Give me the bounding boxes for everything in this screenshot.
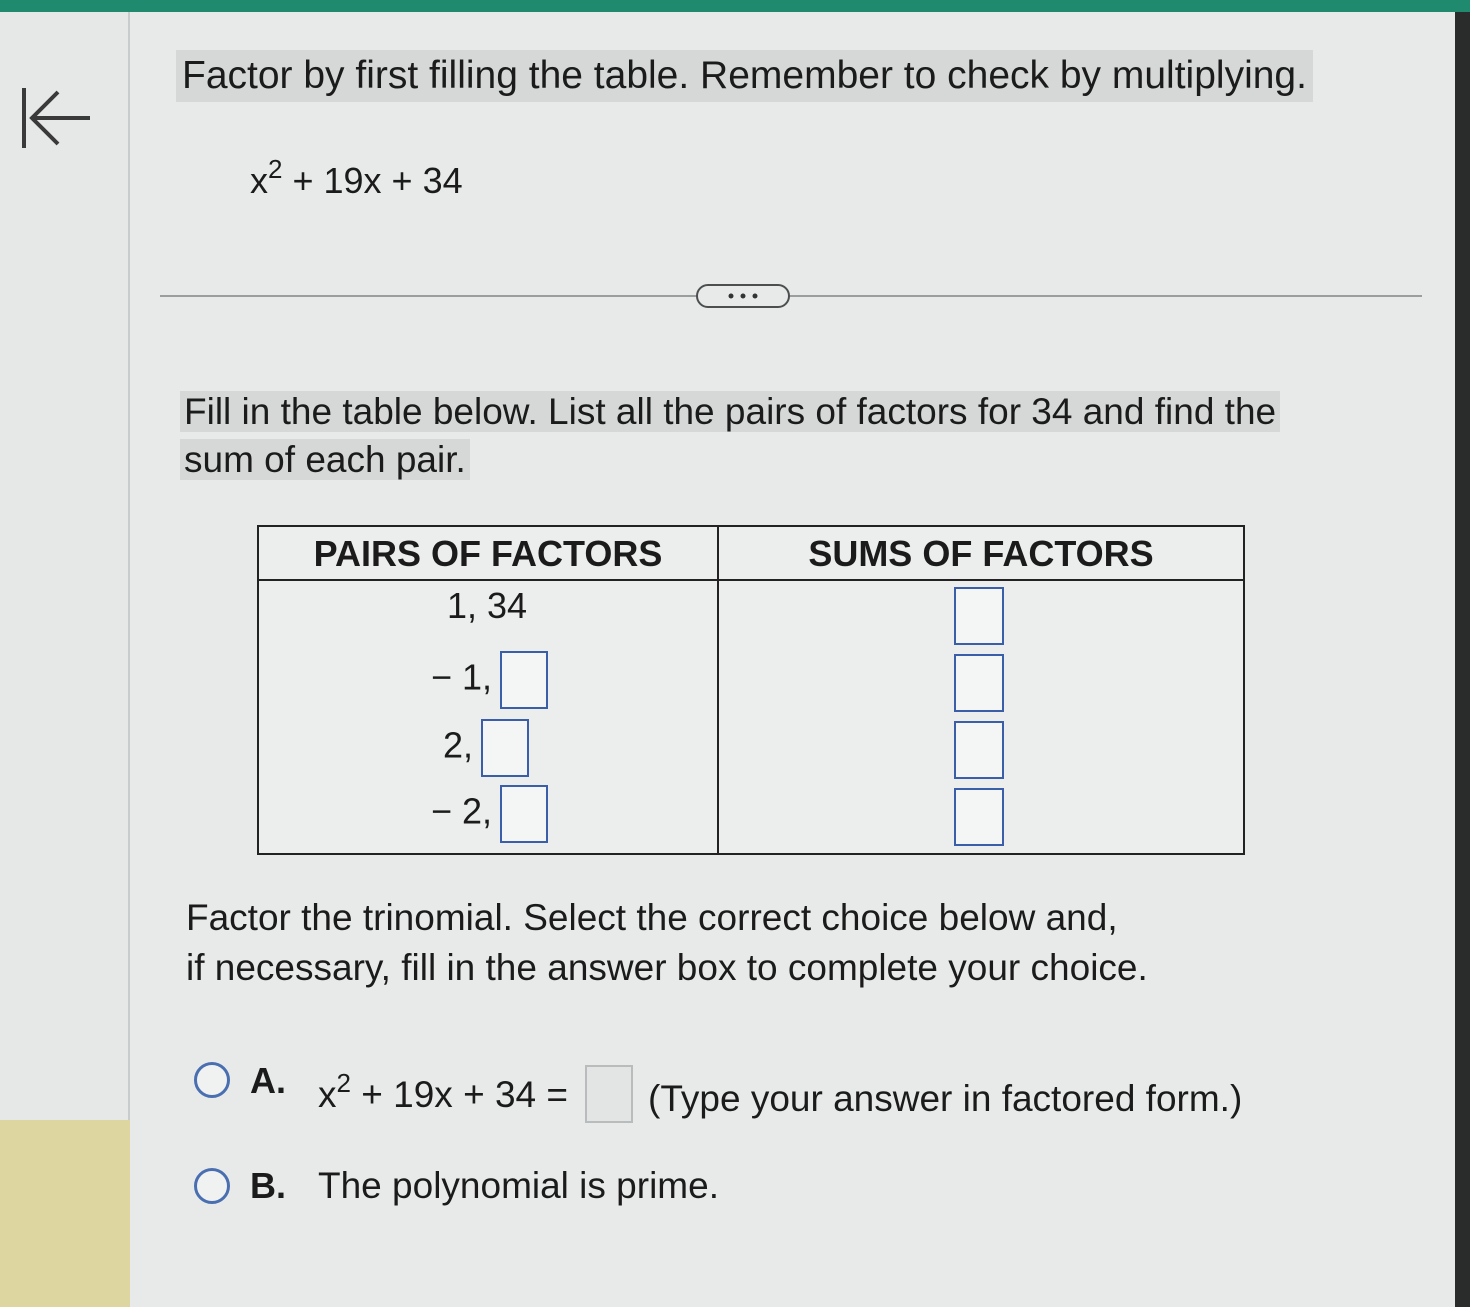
table-header-rule (259, 579, 1243, 581)
pair-label: − 1, (431, 656, 493, 698)
expr-exponent: 2 (268, 154, 283, 184)
prompt-line-2: if necessary, fill in the answer box to complete your choice. (186, 947, 1148, 988)
problem-heading: Factor by first filling the table. Remember to check by multiplying. (176, 50, 1313, 102)
show-more-button[interactable] (696, 284, 790, 308)
choice-a-hint: (Type your answer in factored form.) (648, 1078, 1243, 1119)
table-column-divider (717, 527, 719, 853)
header-sums-of-factors: SUMS OF FACTORS (808, 533, 1154, 574)
pair-label: 2, (443, 724, 474, 766)
pair-row-3 (443, 719, 529, 777)
pair-input-2[interactable] (500, 651, 548, 709)
sum-input-2[interactable] (954, 654, 1004, 712)
screen-edge (1455, 12, 1470, 1307)
pair-row-4 (431, 785, 548, 843)
choice-b-radio[interactable] (194, 1168, 230, 1204)
pair-label: 1, 34 (447, 585, 528, 626)
choice-b-letter: B. (250, 1165, 286, 1206)
ellipsis-icon (698, 286, 788, 306)
prompt-line-1: Factor the trinomial. Select the correct choice below and, (186, 897, 1118, 938)
choice-a-rest: + 19x + 34 = (361, 1074, 569, 1115)
back-arrow-icon[interactable] (18, 84, 94, 152)
choice-a-base: x (318, 1074, 337, 1115)
choice-a-letter: A. (250, 1060, 286, 1101)
pair-input-4[interactable] (500, 785, 548, 843)
left-panel-accent (0, 1120, 136, 1307)
factored-form-answer-input[interactable] (585, 1065, 633, 1123)
choice-b-text: The polynomial is prime. (318, 1165, 719, 1206)
choice-a-radio[interactable] (194, 1062, 230, 1098)
pair-input-3[interactable] (481, 719, 529, 777)
factor-table (257, 525, 1245, 855)
sum-input-1[interactable] (954, 587, 1004, 645)
sum-input-3[interactable] (954, 721, 1004, 779)
instruction-line-2: sum of each pair. (180, 439, 470, 480)
table-instruction (180, 388, 1380, 484)
factor-prompt (186, 893, 1148, 993)
expr-base: x (250, 160, 268, 201)
problem-expression (250, 154, 463, 202)
pair-label: − 2, (431, 790, 493, 832)
section-divider (160, 295, 1422, 297)
left-nav-panel (0, 12, 130, 1307)
choice-a-expression (318, 1068, 569, 1116)
pair-row-1 (447, 585, 527, 627)
sum-input-4[interactable] (954, 788, 1004, 846)
expr-rest: + 19x + 34 (292, 160, 463, 201)
choice-a-exponent: 2 (336, 1068, 351, 1098)
top-accent-bar (0, 0, 1470, 12)
header-pairs-of-factors: PAIRS OF FACTORS (313, 533, 663, 574)
pair-row-2 (431, 651, 548, 709)
instruction-line-1: Fill in the table below. List all the pairs of factors for 34 and find the (180, 391, 1280, 432)
